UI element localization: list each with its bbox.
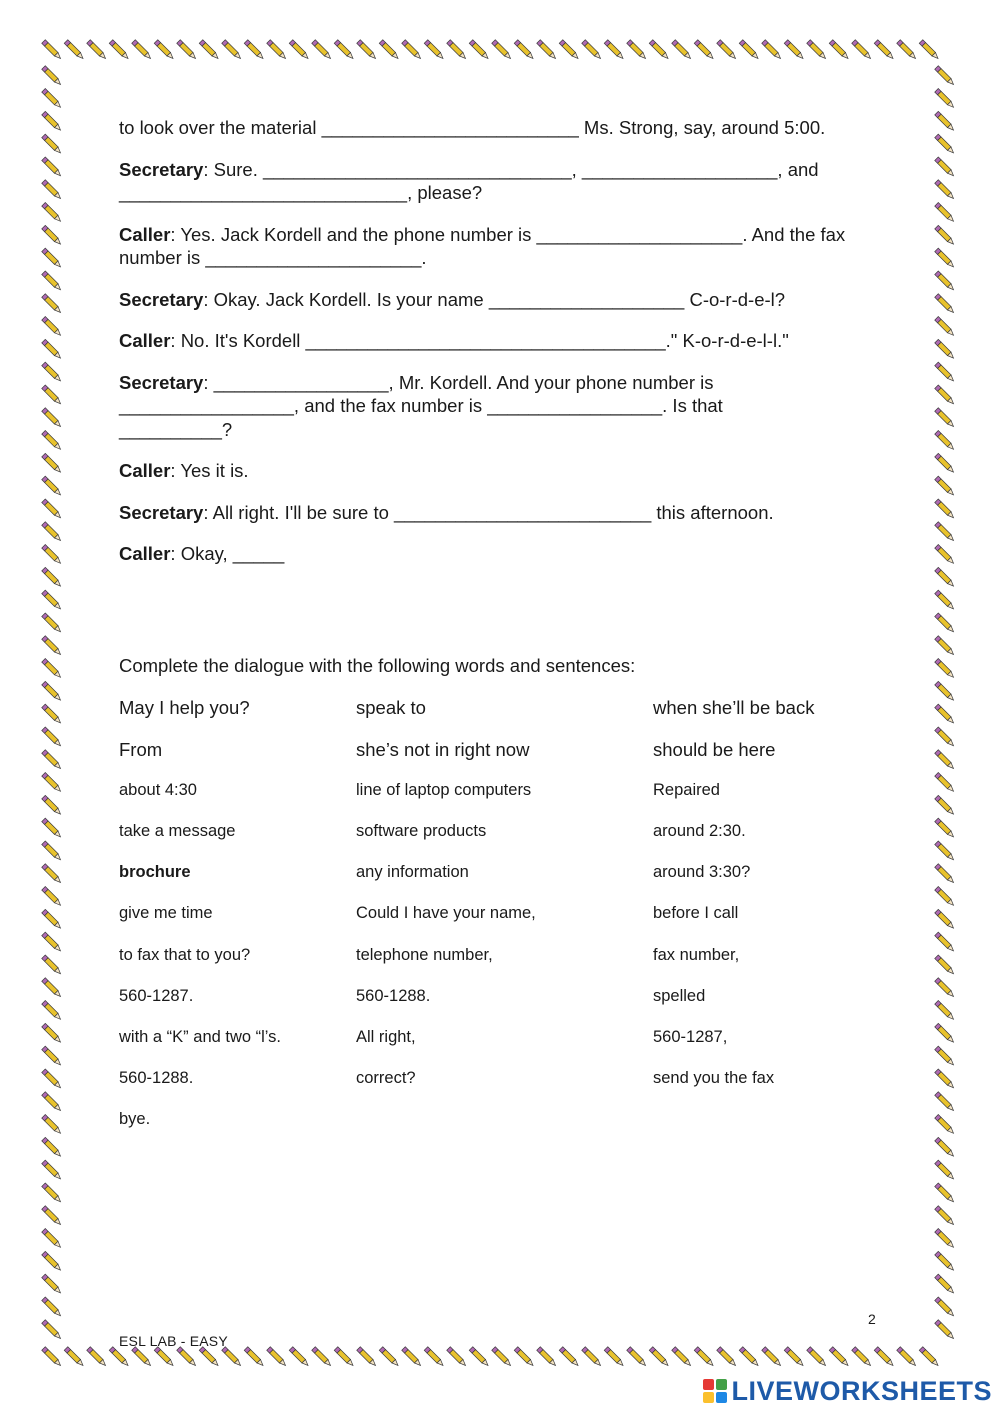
- pencil-icon: [42, 1069, 63, 1090]
- pencil-icon: [935, 704, 956, 725]
- pencil-icon: [935, 932, 956, 953]
- dialogue-section: [119, 116, 879, 566]
- pencil-icon: [312, 40, 333, 61]
- pencil-icon: [42, 1320, 63, 1341]
- pencil-icon: [42, 590, 63, 611]
- pencil-icon: [559, 1347, 580, 1368]
- word-bank-item: line of laptop computers: [356, 781, 532, 799]
- pencil-icon: [935, 545, 956, 566]
- word-bank-item: 560-1287,: [653, 1028, 728, 1046]
- pencil-icon: [514, 1347, 535, 1368]
- pencil-icon: [42, 40, 63, 61]
- pencil-icon: [694, 1347, 715, 1368]
- pencil-icon: [935, 590, 956, 611]
- pencil-icon: [582, 40, 603, 61]
- pencil-icon: [935, 1297, 956, 1318]
- pencil-icon: [935, 1137, 956, 1158]
- pencil-icon: [379, 40, 400, 61]
- pencil-icon: [492, 1347, 513, 1368]
- pencil-icon: [874, 40, 895, 61]
- pencil-icon: [42, 818, 63, 839]
- pencil-icon: [244, 1347, 265, 1368]
- pencil-icon: [132, 1347, 153, 1368]
- pencil-icon: [897, 1347, 918, 1368]
- pencil-icon: [935, 841, 956, 862]
- pencil-icon: [199, 40, 220, 61]
- dialogue-line-6-text: : _________________, Mr. Kordell. And your phone number is _________________, and the fax number is _________________. Is that __________?: [119, 371, 723, 440]
- pencil-icon: [42, 476, 63, 497]
- dialogue-line-5: [119, 329, 879, 353]
- pencil-icon: [154, 1347, 175, 1368]
- pencil-icon: [42, 636, 63, 657]
- pencil-icon: [935, 1206, 956, 1227]
- word-bank-item: about 4:30: [119, 781, 197, 799]
- pencil-icon: [42, 1046, 63, 1067]
- pencil-icon: [42, 203, 63, 224]
- pencil-icon: [537, 40, 558, 61]
- pencil-icon: [469, 40, 490, 61]
- word-bank-item: May I help you?: [119, 697, 250, 718]
- pencil-icon: [717, 40, 738, 61]
- word-bank-item: brochure: [119, 863, 191, 881]
- pencil-icon: [694, 40, 715, 61]
- pencil-icon: [935, 636, 956, 657]
- dialogue-line-8-text: : All right. I'll be sure to _________________________ this afternoon.: [203, 501, 774, 523]
- pencil-icon: [42, 408, 63, 429]
- pencil-icon: [784, 40, 805, 61]
- pencil-icon: [469, 1347, 490, 1368]
- pencil-icon: [935, 408, 956, 429]
- pencil-icon: [935, 567, 956, 588]
- pencil-icon: [784, 1347, 805, 1368]
- pencil-icon: [935, 157, 956, 178]
- speaker-label: Caller: [119, 460, 171, 481]
- word-bank-item: Could I have your name,: [356, 904, 536, 922]
- word-bank-item: around 2:30.: [653, 822, 746, 840]
- pencil-icon: [935, 362, 956, 383]
- pencil-icon: [42, 431, 63, 452]
- pencil-icon: [42, 681, 63, 702]
- pencil-icon: [935, 248, 956, 269]
- dialogue-line-5-text: : No. It's Kordell ___________________________________." K-o-r-d-e-l-l.": [170, 330, 789, 351]
- word-bank-item: around 3:30?: [653, 863, 751, 881]
- pencil-icon: [807, 1347, 828, 1368]
- pencil-icon: [42, 362, 63, 383]
- pencil-icon: [42, 1115, 63, 1136]
- pencil-icon: [42, 294, 63, 315]
- pencil-icon: [627, 1347, 648, 1368]
- pencil-icon: [42, 841, 63, 862]
- word-bank-item: before I call: [653, 904, 739, 922]
- pencil-icon: [935, 522, 956, 543]
- pencil-icon: [717, 1347, 738, 1368]
- pencil-icon: [935, 111, 956, 132]
- pencil-icon: [935, 476, 956, 497]
- pencil-icon: [42, 1001, 63, 1022]
- word-bank-item: Repaired: [653, 781, 720, 799]
- speaker-label: Caller: [119, 330, 171, 351]
- pencil-icon: [935, 294, 956, 315]
- pencil-icon: [935, 89, 956, 110]
- pencil-icon: [935, 1320, 956, 1341]
- pencil-icon: [935, 203, 956, 224]
- dialogue-line-4: [119, 288, 879, 312]
- pencil-icon: [42, 567, 63, 588]
- pencil-icon: [267, 1347, 288, 1368]
- pencil-icon: [935, 773, 956, 794]
- pencil-icon: [109, 40, 130, 61]
- word-bank-item: fax number,: [653, 946, 740, 964]
- pencil-icon: [649, 40, 670, 61]
- pencil-icon: [87, 1347, 108, 1368]
- pencil-icon: [42, 339, 63, 360]
- pencil-icon: [935, 66, 956, 87]
- pencil-icon: [42, 522, 63, 543]
- pencil-icon: [42, 66, 63, 87]
- pencil-icon: [42, 1229, 63, 1250]
- pencil-icon: [762, 40, 783, 61]
- instructions: Complete the dialogue with the following words and sentences:: [119, 655, 636, 676]
- pencil-icon: [935, 499, 956, 520]
- pencil-icon: [935, 1092, 956, 1113]
- speaker-label: Secretary: [119, 371, 204, 393]
- word-bank-item: 560-1288.: [356, 987, 431, 1005]
- pencil-icon: [829, 1347, 850, 1368]
- pencil-icon: [42, 1160, 63, 1181]
- pencil-icon: [739, 1347, 760, 1368]
- pencil-icon: [627, 40, 648, 61]
- pencil-icon: [42, 795, 63, 816]
- pencil-icon: [177, 40, 198, 61]
- word-bank-item: bye.: [119, 1110, 151, 1128]
- pencil-icon: [42, 750, 63, 771]
- pencil-icon: [357, 40, 378, 61]
- speaker-label: Secretary: [119, 158, 204, 180]
- pencil-icon: [762, 1347, 783, 1368]
- pencil-icon: [935, 864, 956, 885]
- pencil-icon: [935, 180, 956, 201]
- pencil-icon: [935, 1023, 956, 1044]
- pencil-icon: [42, 248, 63, 269]
- speaker-label: Secretary: [119, 288, 204, 310]
- pencil-icon: [402, 40, 423, 61]
- pencil-icon: [42, 317, 63, 338]
- pencil-icon: [42, 453, 63, 474]
- pencil-icon: [537, 1347, 558, 1368]
- pencil-icon: [935, 727, 956, 748]
- speaker-label: Caller: [119, 223, 171, 245]
- word-bank-item: give me time: [119, 904, 213, 922]
- pencil-icon: [935, 955, 956, 976]
- pencil-icon: [935, 1251, 956, 1272]
- pencil-icon: [935, 659, 956, 680]
- dialogue-line-2: [119, 158, 879, 205]
- pencil-icon: [42, 1206, 63, 1227]
- pencil-icon: [267, 40, 288, 61]
- pencil-icon: [312, 1347, 333, 1368]
- pencil-icon: [492, 40, 513, 61]
- liveworksheets-logo: [703, 1375, 992, 1407]
- pencil-icon: [42, 1092, 63, 1113]
- pencil-icon: [935, 818, 956, 839]
- pencil-icon: [935, 1160, 956, 1181]
- pencil-icon: [42, 134, 63, 155]
- pencil-icon: [424, 1347, 445, 1368]
- pencil-icon: [289, 1347, 310, 1368]
- footer-label: ESL LAB - EASY: [119, 1333, 228, 1349]
- pencil-icon: [829, 40, 850, 61]
- word-bank-item: spelled: [653, 987, 706, 1005]
- pencil-icon: [935, 453, 956, 474]
- pencil-icon: [42, 1347, 63, 1368]
- pencil-icon: [447, 40, 468, 61]
- pencil-icon: [935, 134, 956, 155]
- pencil-icon: [244, 40, 265, 61]
- pencil-icon: [852, 40, 873, 61]
- pencil-icon: [447, 1347, 468, 1368]
- pencil-icon: [42, 613, 63, 634]
- dialogue-line-1-text: to look over the material _________________________ Ms. Strong, say, around 5:00.: [119, 117, 826, 138]
- pencil-icon: [672, 1347, 693, 1368]
- pencil-icon: [42, 225, 63, 246]
- dialogue-line-3: [119, 223, 879, 270]
- pencil-icon: [935, 1274, 956, 1295]
- pencil-icon: [42, 1274, 63, 1295]
- dialogue-line-7-text: : Yes it is.: [170, 460, 249, 481]
- dialogue-line-7: [119, 459, 879, 483]
- dialogue-line-3-text: : Yes. Jack Kordell and the phone number is ____________________. And the fax number is _____________________.: [119, 223, 846, 268]
- pencil-icon: [582, 1347, 603, 1368]
- word-bank-item: 560-1287.: [119, 987, 194, 1005]
- word-bank-item: From: [119, 739, 163, 760]
- logo-grid-icon: [703, 1379, 727, 1403]
- word-bank-item: 560-1288.: [119, 1069, 194, 1087]
- pencil-icon: [42, 157, 63, 178]
- pencil-icon: [109, 1347, 130, 1368]
- pencil-icon: [935, 1229, 956, 1250]
- pencil-icon: [852, 1347, 873, 1368]
- logo-text: LIVEWORKSHEETS: [731, 1375, 992, 1406]
- pencil-icon: [935, 795, 956, 816]
- pencil-icon: [604, 1347, 625, 1368]
- pencil-icon: [919, 40, 940, 61]
- speaker-label: Caller: [119, 543, 171, 564]
- pencil-icon: [919, 1347, 940, 1368]
- pencil-icon: [357, 1347, 378, 1368]
- pencil-icon: [559, 40, 580, 61]
- pencil-icon: [42, 773, 63, 794]
- pencil-icon: [935, 1001, 956, 1022]
- word-bank-item: to fax that to you?: [119, 946, 251, 964]
- word-bank-item: should be here: [653, 739, 776, 760]
- pencil-icon: [424, 40, 445, 61]
- pencil-icon: [177, 1347, 198, 1368]
- pencil-icon: [42, 978, 63, 999]
- pencil-icon: [42, 1183, 63, 1204]
- pencil-icon: [874, 1347, 895, 1368]
- pencil-icon: [289, 40, 310, 61]
- pencil-icon: [935, 431, 956, 452]
- pencil-icon: [64, 1347, 85, 1368]
- dialogue-line-6: [119, 371, 819, 442]
- pencil-icon: [897, 40, 918, 61]
- pencil-icon: [935, 225, 956, 246]
- pencil-icon: [649, 1347, 670, 1368]
- word-bank-item: All right,: [356, 1028, 416, 1046]
- pencil-icon: [334, 40, 355, 61]
- dialogue-line-8: [119, 501, 879, 525]
- pencil-icon: [42, 932, 63, 953]
- pencil-icon: [739, 40, 760, 61]
- speaker-label: Secretary: [119, 501, 204, 523]
- pencil-icon: [935, 1183, 956, 1204]
- dialogue-line-9: [119, 542, 879, 566]
- pencil-icon: [154, 40, 175, 61]
- pencil-icon: [42, 955, 63, 976]
- pencil-icon: [935, 1069, 956, 1090]
- word-bank-item: any information: [356, 863, 469, 881]
- pencil-icon: [42, 385, 63, 406]
- pencil-icon: [935, 385, 956, 406]
- pencil-icon: [935, 271, 956, 292]
- pencil-icon: [42, 1137, 63, 1158]
- pencil-icon: [935, 613, 956, 634]
- pencil-icon: [132, 40, 153, 61]
- pencil-icon: [42, 1251, 63, 1272]
- pencil-icon: [42, 545, 63, 566]
- pencil-icon: [604, 40, 625, 61]
- pencil-icon: [402, 1347, 423, 1368]
- dialogue-line-2-text: : Sure. ______________________________, ___________________, and ____________________________, please?: [119, 158, 819, 203]
- word-bank-item: software products: [356, 822, 487, 840]
- pencil-icon: [42, 271, 63, 292]
- pencil-icon: [935, 1115, 956, 1136]
- pencil-icon: [514, 40, 535, 61]
- page-number: 2: [868, 1311, 876, 1327]
- pencil-icon: [42, 111, 63, 132]
- pencil-icon: [42, 887, 63, 908]
- pencil-icon: [935, 978, 956, 999]
- pencil-icon: [222, 1347, 243, 1368]
- pencil-icon: [42, 704, 63, 725]
- dialogue-line-1: [119, 116, 879, 140]
- pencil-icon: [935, 887, 956, 908]
- word-bank-item: correct?: [356, 1069, 416, 1087]
- dialogue-line-4-text: : Okay. Jack Kordell. Is your name ___________________ C-o-r-d-e-l?: [203, 288, 786, 310]
- pencil-icon: [87, 40, 108, 61]
- pencil-icon: [42, 727, 63, 748]
- pencil-icon: [935, 1046, 956, 1067]
- pencil-icon: [222, 40, 243, 61]
- pencil-icon: [379, 1347, 400, 1368]
- pencil-icon: [42, 1023, 63, 1044]
- pencil-icon: [42, 499, 63, 520]
- pencil-icon: [42, 659, 63, 680]
- pencil-icon: [935, 681, 956, 702]
- pencil-icon: [64, 40, 85, 61]
- pencil-icon: [42, 89, 63, 110]
- pencil-icon: [807, 40, 828, 61]
- word-bank-item: she’s not in right now: [356, 739, 530, 760]
- word-bank-item: with a “K” and two “l’s.: [119, 1028, 282, 1046]
- pencil-icon: [935, 317, 956, 338]
- pencil-icon: [935, 339, 956, 360]
- word-bank-item: when she’ll be back: [653, 697, 815, 718]
- pencil-icon: [672, 40, 693, 61]
- pencil-icon: [199, 1347, 220, 1368]
- pencil-icon: [935, 909, 956, 930]
- word-bank-item: speak to: [356, 697, 426, 718]
- pencil-icon: [42, 909, 63, 930]
- pencil-icon: [935, 750, 956, 771]
- pencil-icon: [334, 1347, 355, 1368]
- dialogue-line-9-text: : Okay, _____: [170, 543, 285, 564]
- pencil-icon: [42, 864, 63, 885]
- word-bank-item: take a message: [119, 822, 236, 840]
- word-bank-item: telephone number,: [356, 946, 493, 964]
- pencil-icon: [42, 180, 63, 201]
- pencil-icon: [42, 1297, 63, 1318]
- word-bank-item: send you the fax: [653, 1069, 775, 1087]
